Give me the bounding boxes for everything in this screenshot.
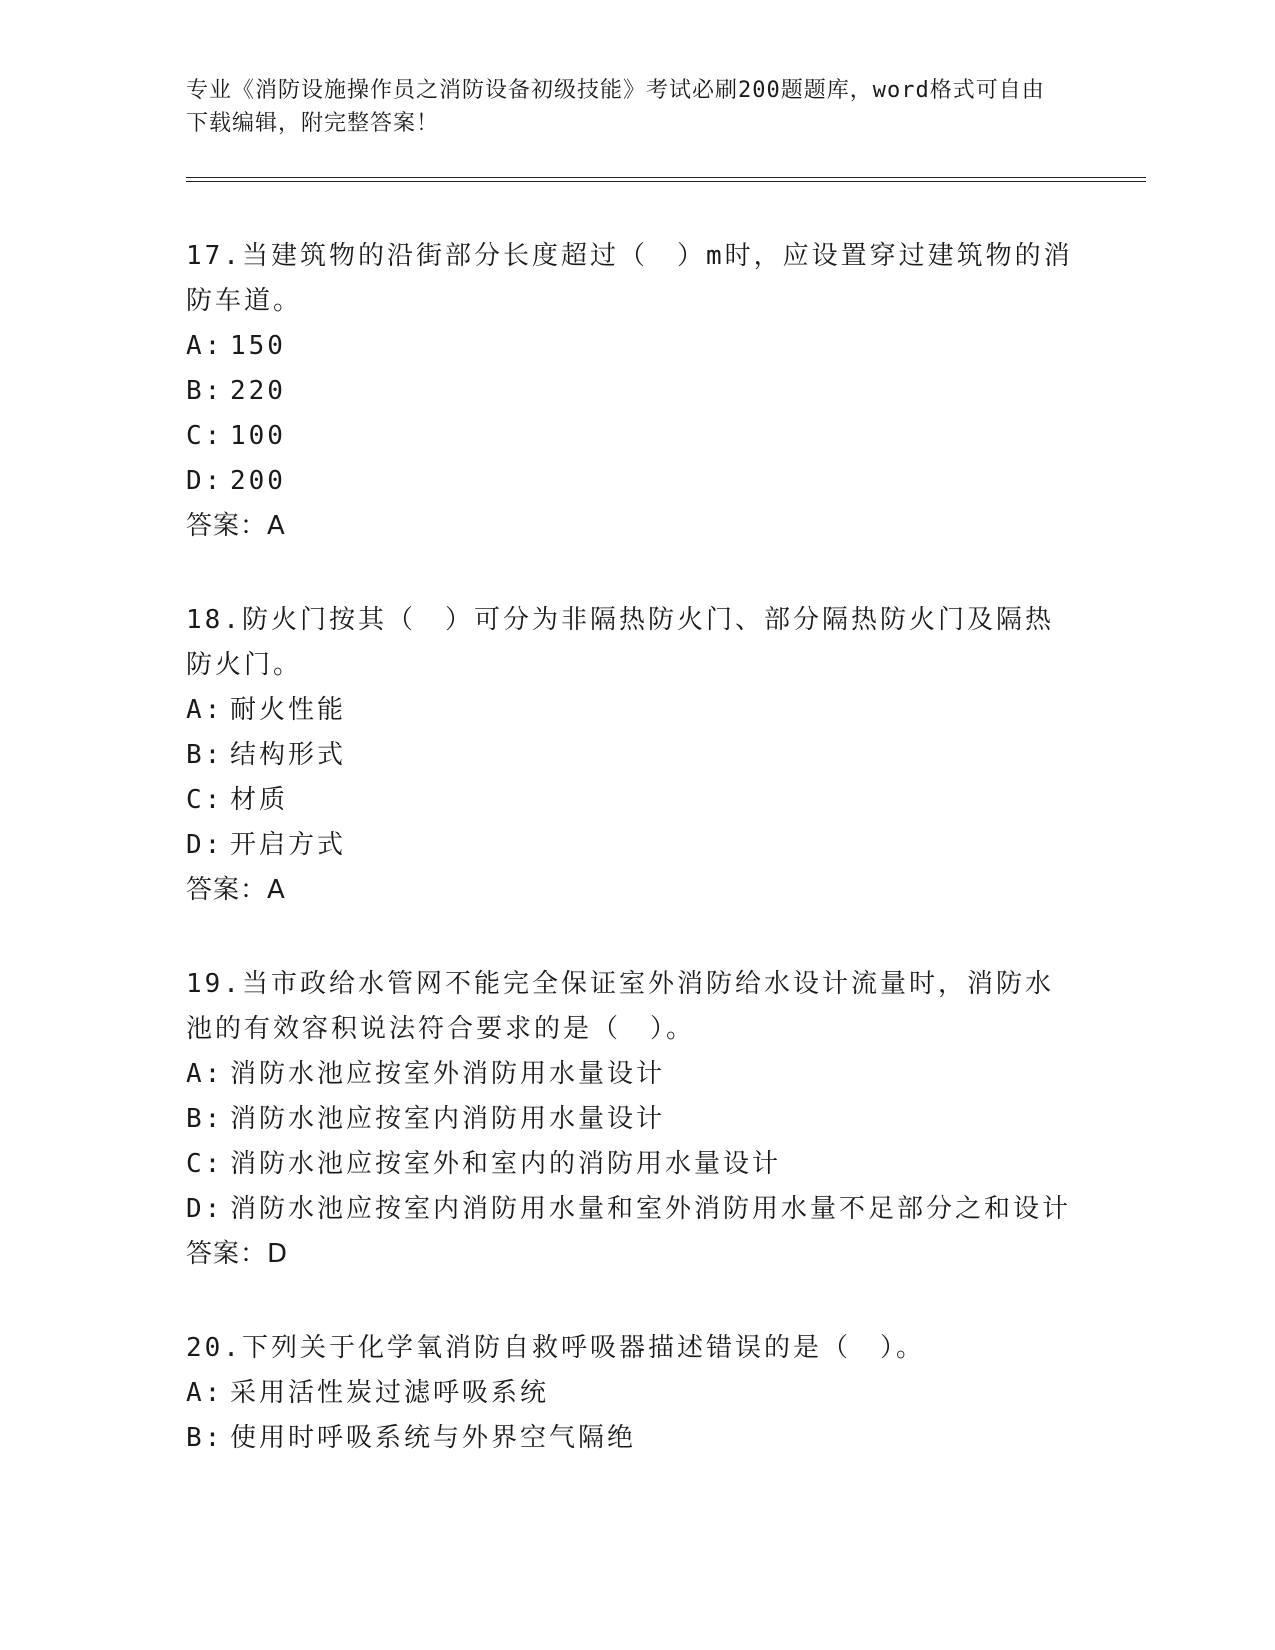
option-text: 采用活性炭过滤呼吸系统 bbox=[230, 1378, 550, 1408]
option-key: B: bbox=[186, 376, 224, 406]
question-stem: 17.当建筑物的沿街部分长度超过（ ）m时，应设置穿过建筑物的消防车道。 bbox=[186, 241, 1073, 316]
document-header: 专业《消防设施操作员之消防设备初级技能》考试必刷200题题库，word格式可自由下载编辑，附完整答案！ bbox=[186, 78, 1045, 136]
option-text: 材质 bbox=[230, 785, 289, 815]
option-text: 200 bbox=[230, 466, 286, 496]
question-stem: 19.当市政给水管网不能完全保证室外消防给水设计流量时，消防水池的有效容积说法符合要求的是（ ）。 bbox=[186, 969, 1054, 1044]
answer: 答案：A bbox=[186, 511, 286, 541]
option-a bbox=[186, 324, 1076, 369]
option-text: 开启方式 bbox=[230, 830, 347, 860]
option-key: D: bbox=[186, 830, 224, 860]
option-c bbox=[186, 414, 1076, 459]
option-b bbox=[186, 1416, 1076, 1461]
header-divider-top bbox=[186, 177, 1146, 178]
question-18 bbox=[186, 598, 1076, 913]
header-divider-bottom bbox=[186, 181, 1146, 182]
option-key: D: bbox=[186, 1194, 224, 1224]
question-19 bbox=[186, 962, 1076, 1277]
option-text: 220 bbox=[230, 376, 286, 406]
option-text: 结构形式 bbox=[230, 740, 347, 770]
option-key: C: bbox=[186, 421, 224, 451]
option-a bbox=[186, 1052, 1076, 1097]
option-key: B: bbox=[186, 1423, 224, 1453]
option-a bbox=[186, 688, 1076, 733]
question-stem: 18.防火门按其（ ）可分为非隔热防火门、部分隔热防火门及隔热防火门。 bbox=[186, 605, 1054, 680]
option-key: A: bbox=[186, 695, 224, 725]
question-20 bbox=[186, 1326, 1076, 1461]
option-key: D: bbox=[186, 466, 224, 496]
question-17 bbox=[186, 234, 1076, 549]
option-c bbox=[186, 1142, 1076, 1187]
option-b bbox=[186, 733, 1076, 778]
option-d bbox=[186, 823, 1076, 868]
option-text: 消防水池应按室外消防用水量设计 bbox=[230, 1059, 666, 1089]
option-text: 消防水池应按室内消防用水量和室外消防用水量不足部分之和设计 bbox=[230, 1194, 1072, 1224]
option-b bbox=[186, 369, 1076, 414]
option-key: C: bbox=[186, 1149, 224, 1179]
option-key: C: bbox=[186, 785, 224, 815]
option-d bbox=[186, 459, 1076, 504]
question-stem: 20.下列关于化学氧消防自救呼吸器描述错误的是（ ）。 bbox=[186, 1333, 925, 1363]
option-key: B: bbox=[186, 1104, 224, 1134]
option-text: 150 bbox=[230, 331, 286, 361]
option-b bbox=[186, 1097, 1076, 1142]
option-d bbox=[186, 1187, 1076, 1232]
option-text: 100 bbox=[230, 421, 286, 451]
answer: 答案：D bbox=[186, 1239, 289, 1269]
option-text: 使用时呼吸系统与外界空气隔绝 bbox=[230, 1423, 637, 1453]
option-text: 消防水池应按室内消防用水量设计 bbox=[230, 1104, 666, 1134]
option-text: 耐火性能 bbox=[230, 695, 347, 725]
option-key: A: bbox=[186, 1378, 224, 1408]
option-key: A: bbox=[186, 331, 224, 361]
option-key: A: bbox=[186, 1059, 224, 1089]
option-key: B: bbox=[186, 740, 224, 770]
option-text: 消防水池应按室外和室内的消防用水量设计 bbox=[230, 1149, 782, 1179]
answer: 答案：A bbox=[186, 875, 286, 905]
option-c bbox=[186, 778, 1076, 823]
option-a bbox=[186, 1371, 1076, 1416]
